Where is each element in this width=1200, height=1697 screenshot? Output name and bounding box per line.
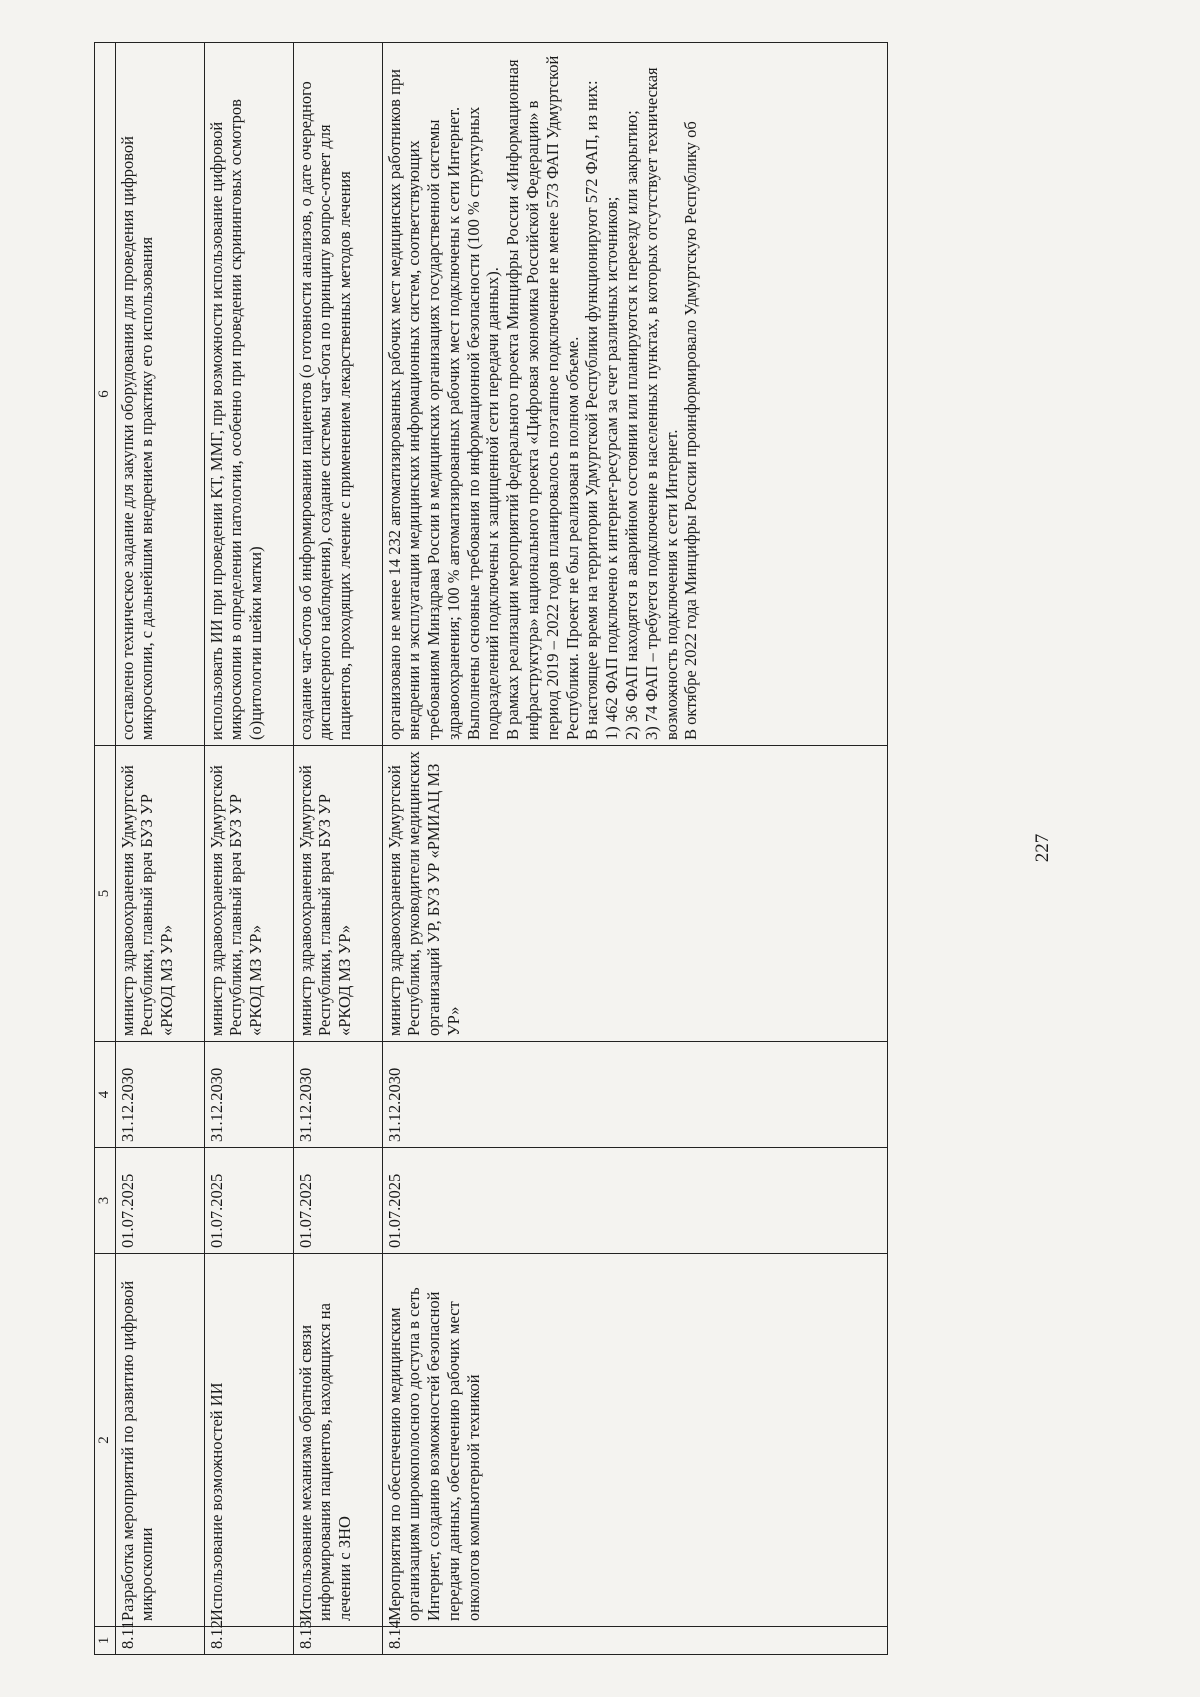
responsible-cell: министр здравоохранения Удмуртской Республики, главный врач БУЗ УР «РКОД МЗ УР» [204,746,293,1042]
row-number: 8.11 [115,1627,204,1655]
plan-table [94,42,888,1655]
responsible-cell: министр здравоохранения Удмуртской Республики, главный врач БУЗ УР «РКОД МЗ УР» [293,746,382,1042]
column-header: 5 [95,746,116,1042]
activity-cell: Мероприятия по обеспечению медицинским организациям широкополосного доступа в сеть Интернет, созданию возможностей безопасной передачи данных, обеспечению рабочих мест онкологов компьютерной техникой [382,1254,887,1627]
result-cell: использовать ИИ при проведении КТ, ММГ, при возможности использование цифровой микроскопии в определении патологии, особенно при проведении скрининговых осмотров (о)цитологии шейки матки) [204,43,293,746]
column-header: 4 [95,1042,116,1148]
end-date-cell: 31.12.2030 [204,1042,293,1148]
row-number: 8.14 [382,1627,887,1655]
column-header: 1 [95,1627,116,1655]
start-date-cell: 01.07.2025 [293,1148,382,1254]
end-date-cell: 31.12.2030 [293,1042,382,1148]
responsible-cell: министр здравоохранения Удмуртской Республики, руководители медицинских организаций УР, БУЗ УР «РМИАЦ МЗ УР» [382,746,887,1042]
activity-cell: Использование возможностей ИИ [204,1254,293,1627]
row-number: 8.12 [204,1627,293,1655]
row-number: 8.13 [293,1627,382,1655]
responsible-cell: министр здравоохранения Удмуртской Республики, главный врач БУЗ УР «РКОД МЗ УР» [115,746,204,1042]
result-cell: составлено техническое задание для закупки оборудования для проведения цифровой микроскопии, с дальнейшим внедрением в практику его использования [115,43,204,746]
table-row [115,43,204,1655]
column-header: 3 [95,1148,116,1254]
activity-cell: Разработка мероприятий по развитию цифровой микроскопии [115,1254,204,1627]
end-date-cell: 31.12.2030 [115,1042,204,1148]
rotated-page-content [82,35,1142,1661]
table-header-row [95,43,116,1655]
end-date-cell: 31.12.2030 [382,1042,887,1148]
table-row [204,43,293,1655]
start-date-cell: 01.07.2025 [115,1148,204,1254]
table-row [293,43,382,1655]
column-header: 6 [95,43,116,746]
column-header: 2 [95,1254,116,1627]
table-row [382,43,887,1655]
activity-cell: Использование механизма обратной связи информирования пациентов, находящихся на лечении с ЗНО [293,1254,382,1627]
result-cell: организовано не менее 14 232 автоматизированных рабочих мест медицинских работников при внедрении и эксплуатации медицинских информационных систем, соответствующих требованиям Минздрава России в медицинских организациях государственной системы здравоохранения; 100 % автоматизированных рабочих мест подключены к сети Интернет. Выполнены основные требования по информационной безопасности (100 % структурных подразделений подключены к защищенной сети передачи данных). В рамках реализации мероприятий федерального проекта Минцифры России «Информационная инфраструктура» национального проекта «Цифровая экономика Российской Федерации» в период 2019 – 2022 годов планировалось поэтапное подключение не менее 573 ФАП Удмуртской Республики. Проект не был реализован в полном объеме. В настоящее время на территории Удмуртской Республики функционируют 572 ФАП, из них: 1) 462 ФАП подключено к интернет-ресурсам за счет различных источников; 2) 36 ФАП находятся в аварийном состоянии или планируются к переезду или закрытию; 3) 74 ФАП – требуется подключение в населенных пунктах, в которых отсутствует техническая возможность подключения к сети Интернет. В октябре 2022 года Минцифры России проинформировало Удмуртскую Республику об [382,43,887,746]
page-number: 227 [1032,833,1053,863]
start-date-cell: 01.07.2025 [382,1148,887,1254]
start-date-cell: 01.07.2025 [204,1148,293,1254]
result-cell: создание чат-ботов об информировании пациентов (о готовности анализов, о дате очередного диспансерного наблюдения), создание системы чат-бота по принципу вопрос-ответ для пациентов, проходящих лечение с применением лекарственных методов лечения [293,43,382,746]
